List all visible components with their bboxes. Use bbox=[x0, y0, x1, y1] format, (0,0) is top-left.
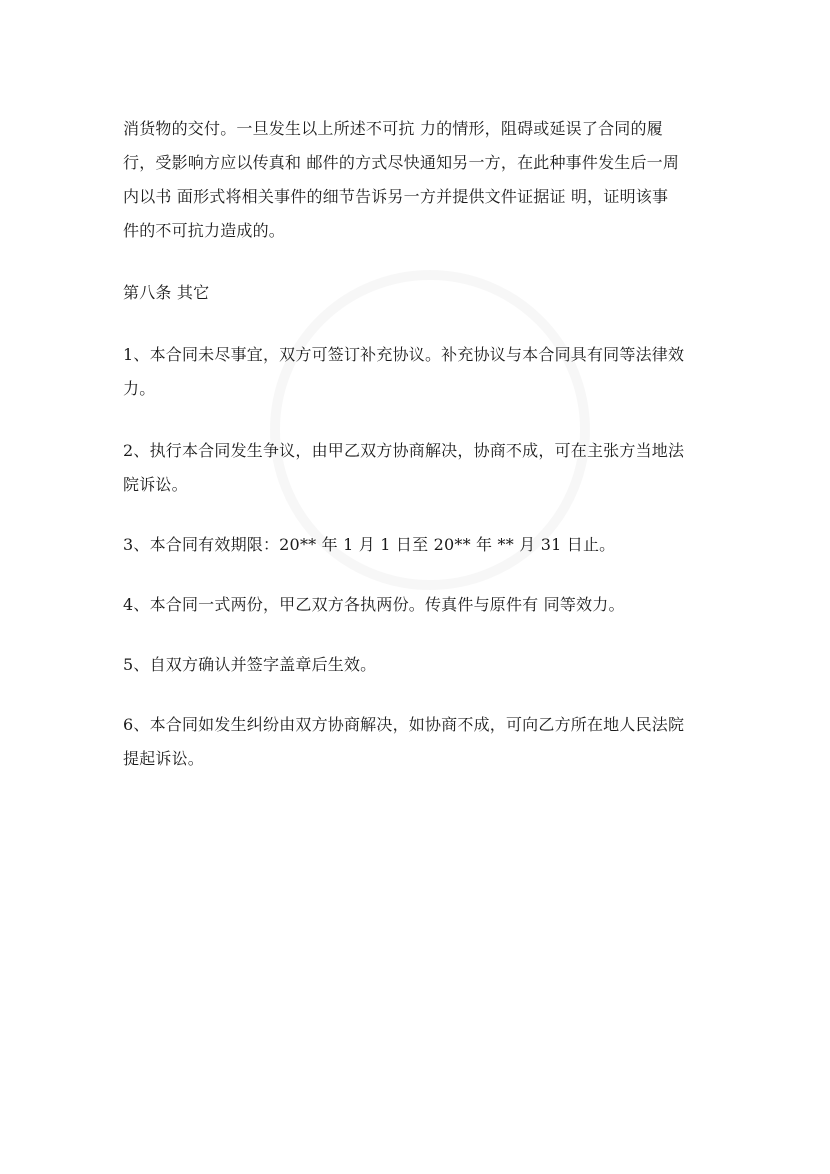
section-heading: 第八条 其它 bbox=[123, 283, 210, 302]
force-majeure-paragraph: 消货物的交付。一旦发生以上所述不可抗 力的情形，阻碍或延误了合同的履 行，受影响方应以传真和 邮件的方式尽快通知另一方，在此种事件发生后一周 内以书 面形式将相关事件的细节告诉另一方并提供文件证据证 明，证明该事 件的不可抗力造成的。 bbox=[123, 119, 680, 240]
clause-1: 1、本合同未尽事宜，双方可签订补充协议。补充协议与本合同具有同等法律效 力。 bbox=[123, 345, 685, 398]
clause-5: 5、自双方确认并签字盖章后生效。 bbox=[123, 655, 377, 674]
clause-6: 6、本合同如发生纠纷由双方协商解决，如协商不成，可向乙方所在地人民法院 提起诉讼。 bbox=[123, 715, 685, 768]
clause-3: 3、本合同有效期限：20** 年 1 月 1 日至 20** 年 ** 月 31 日止。 bbox=[123, 535, 616, 554]
clause-4: 4、本合同一式两份，甲乙双方各执两份。传真件与原件有 同等效力。 bbox=[123, 595, 625, 614]
clause-2: 2、执行本合同发生争议，由甲乙双方协商解决，协商不成，可在主张方当地法 院诉讼。 bbox=[123, 441, 685, 494]
document-body bbox=[123, 112, 723, 776]
